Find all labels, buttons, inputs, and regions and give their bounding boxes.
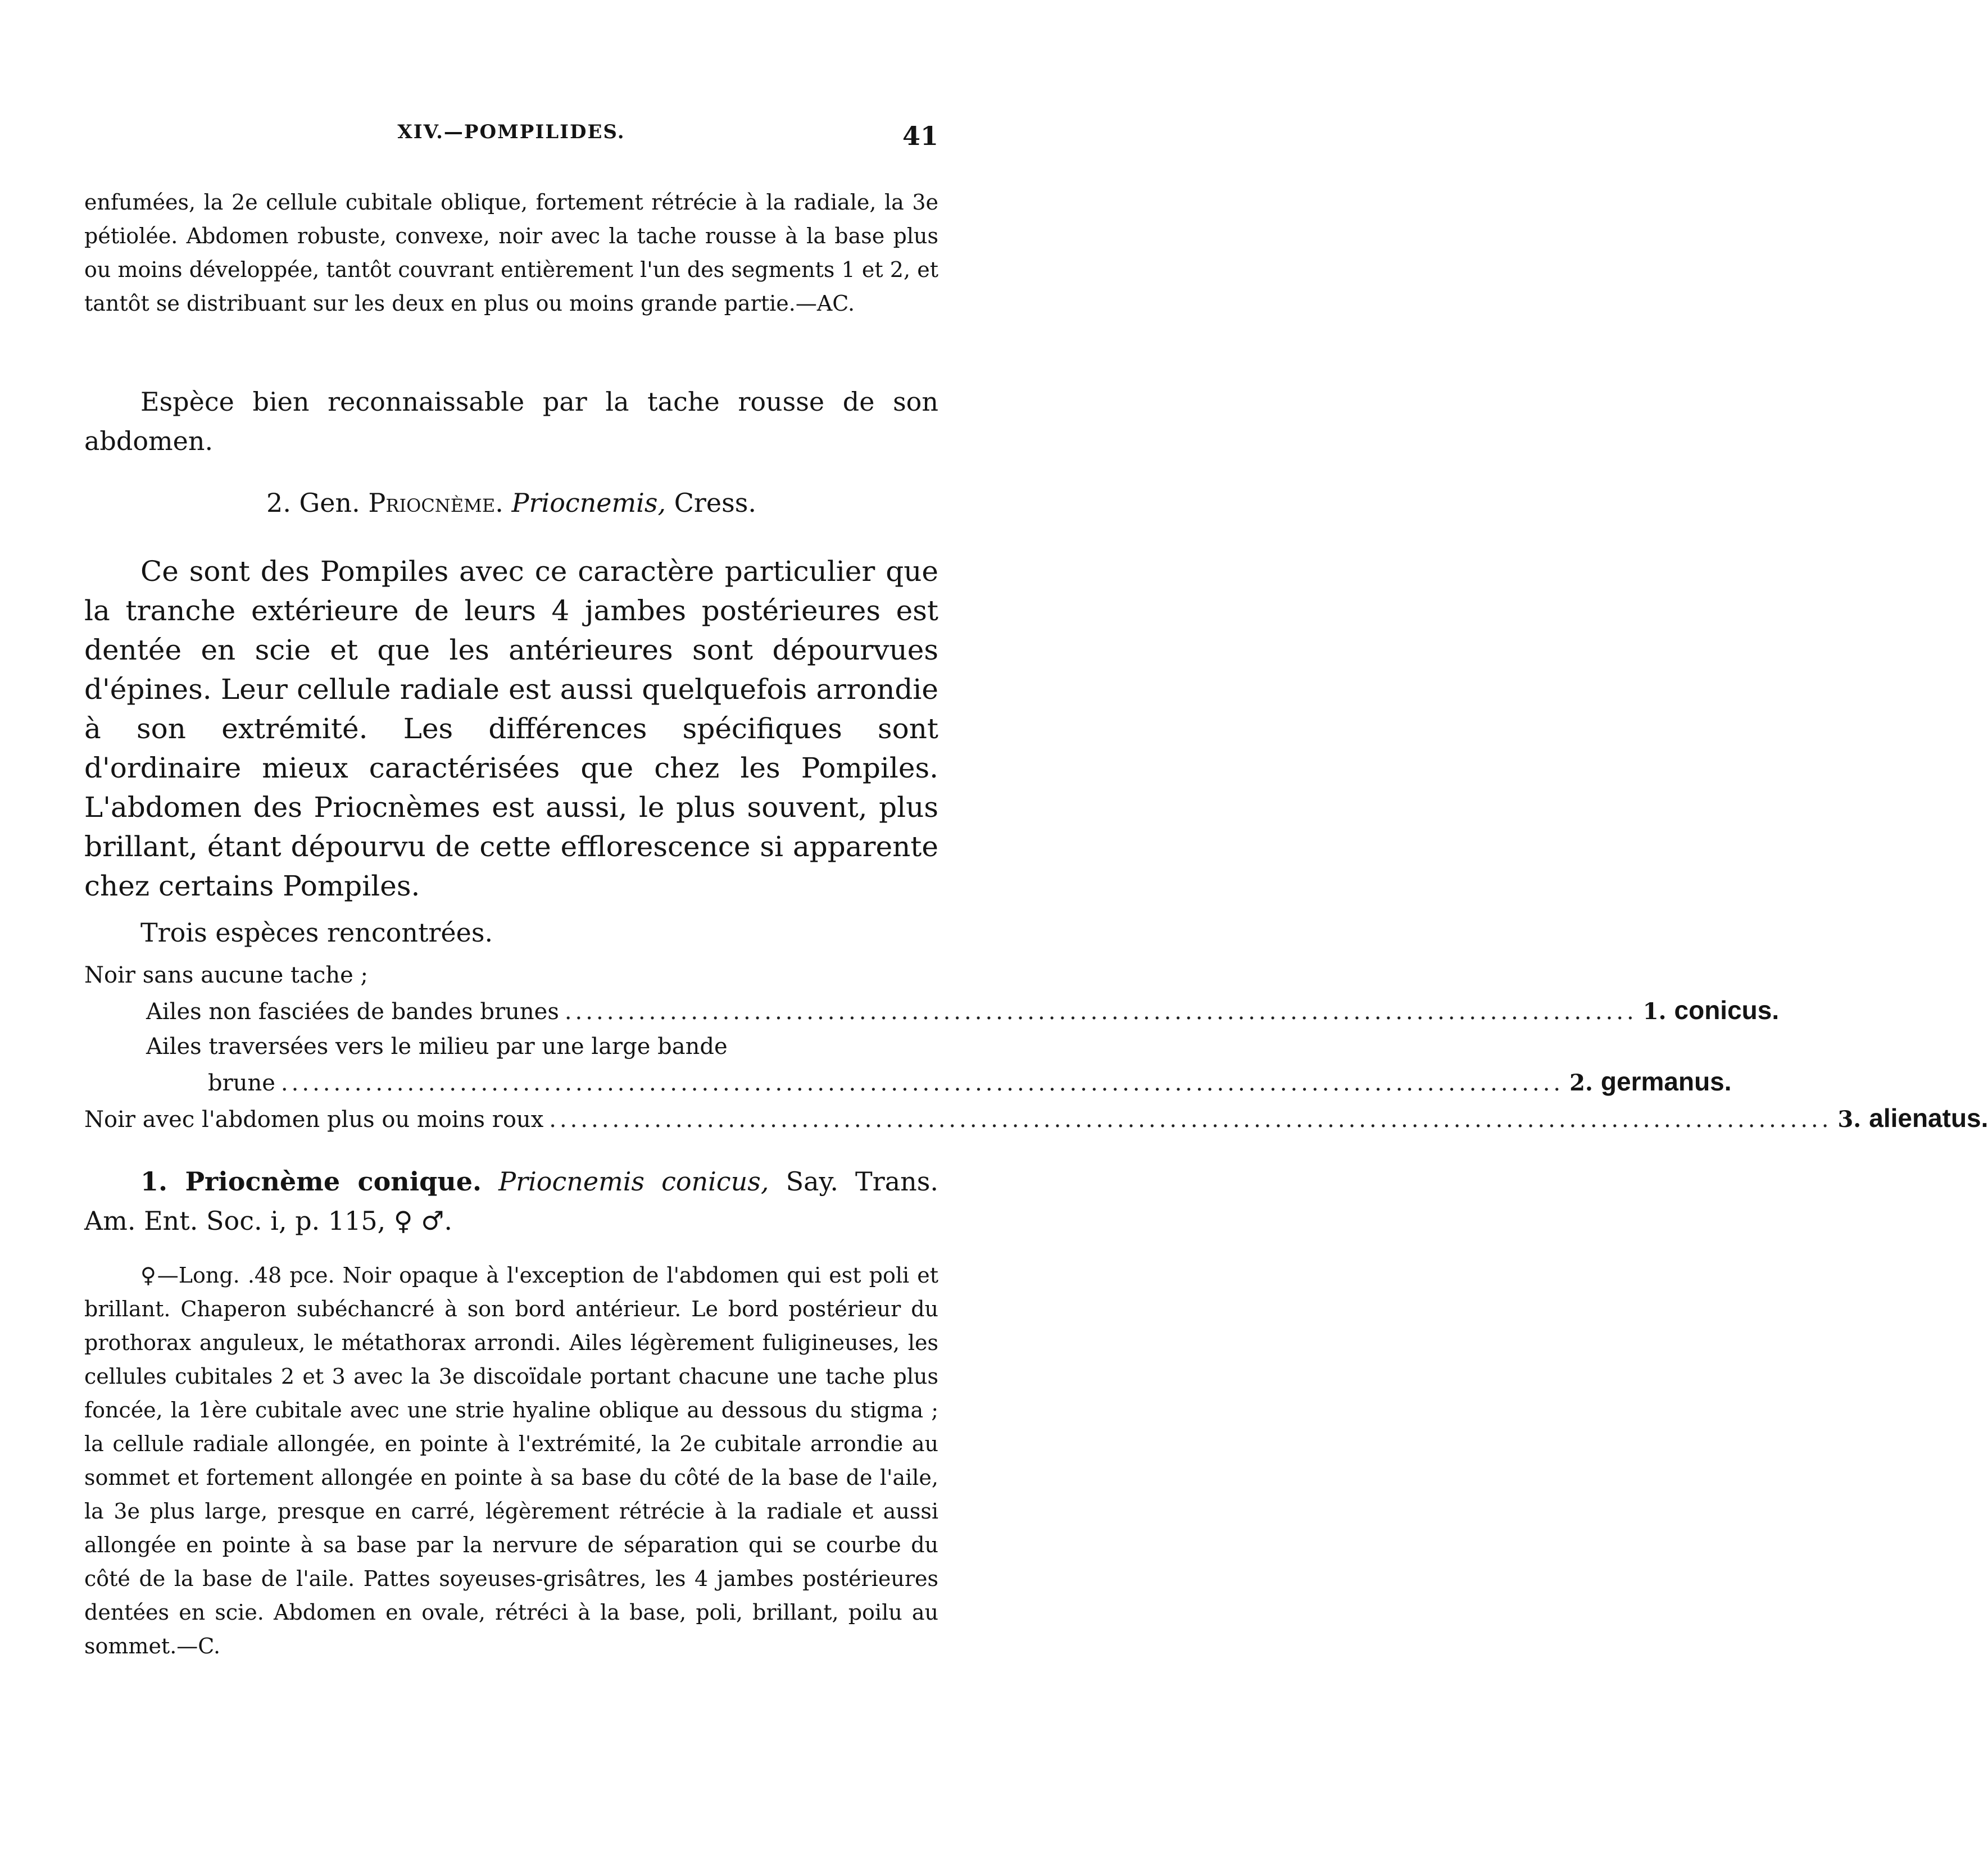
species-citation: Say. Trans. Am. Ent. Soc. i, p. 115, ♀ ♂. (84, 1166, 939, 1236)
genus-number: 2. Gen. (266, 488, 360, 518)
paragraph-continuation: enfumées, la 2e cellule cubitale oblique, fortement rétrécie à la radiale, la 3e pétiolée. Abdomen robuste, convexe, noir avec la tache rousse à la base plus ou moins développée, tantôt couvrant entièrement l'un des segments 1 et 2, et tantôt se distribuant sur les deux en plus ou moins grande partie.—AC. (84, 190, 938, 316)
key-line: Noir avec l'abdomen plus ou moins roux .......................................................................................................................... 3. alienatus. (84, 1101, 938, 1137)
paragraph-species-description: ♀—Long. .48 pce. Noir opaque à l'exception de l'abdomen qui est poli et brillant. Chaperon subéchancré à son bord antérieur. Le bord postérieur du prothorax anguleux, le métathorax arrondi. Ailes légèrement fuligineuses, les cellules cubitales 2 et 3 avec la 3e discoïdale portant chacune une tache plus foncée, la 1ère cubitale avec une strie hyaline oblique au dessous du stigma ; la cellule radiale allongée, en pointe à l'extrémité, la 2e cubitale arrondie au sommet et fortement allongée en pointe à sa base du côté de la base de l'aile, la 3e plus large, presque en carré, légèrement rétrécie à la radiale et aussi allongée en pointe à sa base par la nervure de séparation qui se courbe du côté de la base de l'aile. Pattes soyeuses-grisâtres, les 4 jambes postérieures dentées en scie. Abdomen en ovale, rétréci à la base, poli, brillant, poilu au sommet.—C. (84, 1263, 938, 1658)
running-title: XIV.—POMPILIDES. (397, 121, 625, 143)
key-line: Ailes traversées vers le milieu par une large bande (146, 1034, 728, 1060)
key-species-name: conicus. (1674, 996, 1780, 1025)
species-name-vernacular: 1. Priocnème conique. (140, 1166, 482, 1197)
key-species-name: germanus. (1600, 1067, 1732, 1096)
key-line: brune .......................................................................................................................... 2. germanus. (84, 1064, 938, 1101)
paragraph-remark: Espèce bien reconnaissable par la tache rousse de son abdomen. (84, 387, 938, 456)
page-header (84, 121, 938, 154)
genus-heading (84, 483, 938, 522)
paragraph-genus-description: Ce sont des Pompiles avec ce caractère particulier que la tranche extérieure de leurs 4 jambes postérieures est dentée en scie et que les antérieures sont dépourvues d'épines. Leur cellule radiale est aussi quelquefois arrondie à son extrémité. Les différences spécifiques sont d'ordinaire mieux caractérisées que chez les Pompiles. L'abdomen des Priocnèmes est aussi, le plus souvent, plus brillant, étant dépourvu de cette efflorescence si apparente chez certains Pompiles. (84, 555, 938, 902)
leader-dots: .......................................................................................................................... (280, 1070, 1564, 1096)
genus-author: Cress. (674, 488, 756, 518)
page-number: 41 (902, 121, 938, 151)
genus-name-latin: Priocnemis, (511, 488, 666, 518)
species-name-latin: Priocnemis conicus, (498, 1166, 769, 1197)
genus-name-vernacular: Priocnème. (368, 488, 503, 518)
leader-dots: .......................................................................................................................... (549, 1107, 1832, 1133)
key-species-name: alienatus. (1869, 1103, 1988, 1133)
paragraph-species-count: Trois espèces rencontrées. (140, 917, 493, 948)
species-key (84, 958, 1988, 1137)
species-heading (84, 1162, 938, 1240)
key-line: Ailes non fasciées de bandes brunes ...................................................................................................... 1. conicus. (84, 993, 938, 1029)
leader-dots: ...................................................................................................... (564, 999, 1637, 1025)
key-line: Noir sans aucune tache ; (84, 962, 368, 988)
